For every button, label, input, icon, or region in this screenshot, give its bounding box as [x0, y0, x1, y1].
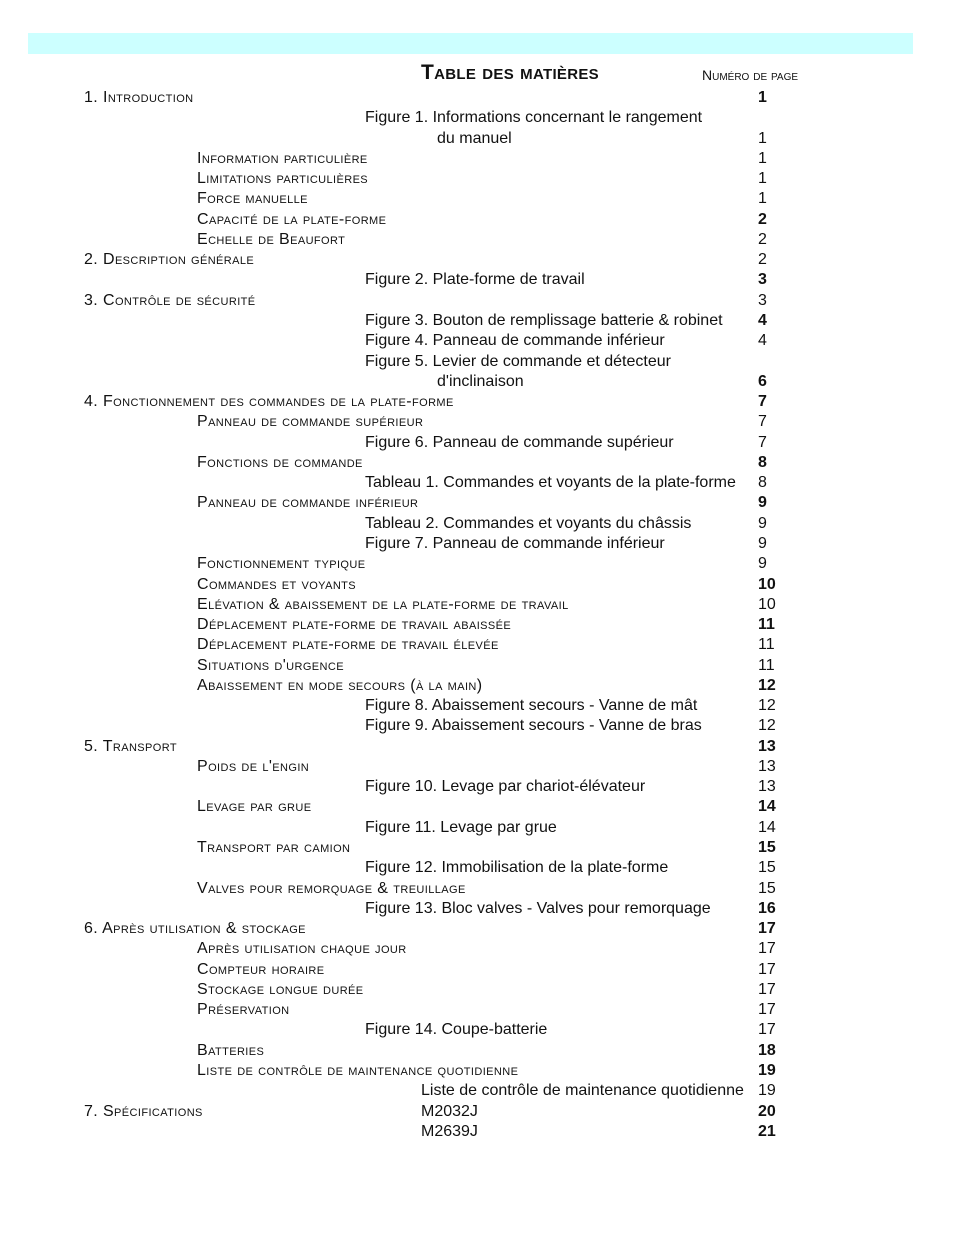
toc-entry-page-number: 1: [758, 170, 767, 188]
toc-entry[interactable]: [0, 312, 954, 332]
toc-entry-label: Déplacement plate-forme de travail élevée: [197, 636, 499, 654]
toc-entry-label: Figure 14. Coupe-batterie: [365, 1021, 548, 1039]
toc-entry-page-number: 6: [758, 372, 767, 390]
toc-entry[interactable]: [0, 1042, 954, 1062]
toc-entry-page-number: 17: [758, 960, 776, 978]
toc-entry[interactable]: [0, 535, 954, 555]
toc-entry-page-number: 1: [758, 190, 767, 208]
toc-entry-page-number: 17: [758, 1001, 776, 1019]
toc-entry-label: Figure 1. Informations concernant le rangement: [365, 109, 703, 127]
toc-entry-page-number: 11: [758, 616, 775, 633]
toc-entry-page-number: 12: [758, 676, 776, 694]
toc-entry-page-number: 9: [758, 514, 767, 532]
toc-entry[interactable]: [0, 109, 954, 129]
toc-entry-page-number: 14: [758, 798, 776, 816]
toc-entry-page-number: 19: [758, 1082, 776, 1100]
toc-entry-label: 3. Contrôle de sécurité: [84, 291, 256, 309]
toc-entry[interactable]: [0, 596, 954, 616]
toc-entry-label: Force manuelle: [197, 190, 308, 208]
toc-entry[interactable]: [0, 434, 954, 454]
toc-entry[interactable]: [0, 738, 954, 758]
toc-entry-label: Abaissement en mode secours (à la main): [197, 676, 483, 694]
toc-entry-page-number: 3: [758, 291, 767, 309]
toc-entry-page-number: 2: [758, 251, 767, 269]
toc-entry-label: Fonctionnement typique: [197, 555, 366, 573]
toc-entry[interactable]: [0, 474, 954, 494]
toc-entry-page-number: 10: [758, 595, 776, 613]
toc-entry-label: 4. Fonctionnement des commandes de la plate-forme: [84, 393, 454, 411]
toc-entry-page-number: 3: [758, 271, 767, 289]
toc-entry-label: Figure 13. Bloc valves - Valves pour remorquage: [365, 899, 711, 917]
toc-entry[interactable]: [0, 515, 954, 535]
toc-entry-label: 1. Introduction: [84, 89, 194, 106]
toc-entry-label: Liste de contrôle de maintenance quotidienne: [197, 1062, 519, 1079]
toc-entry[interactable]: [0, 353, 954, 373]
toc-entry-page-number: 13: [758, 757, 776, 775]
toc-entry-page-number: 4: [758, 332, 767, 350]
toc-entry-page-number: 15: [758, 839, 776, 856]
toc-entry-page-number: 2: [758, 230, 767, 248]
toc-entry-page-number: 7: [758, 413, 767, 431]
toc-entry-sublabel: M2032J: [421, 1102, 478, 1120]
toc-entry[interactable]: [0, 170, 954, 190]
toc-entry[interactable]: [0, 859, 954, 879]
toc-entry-page-number: 13: [758, 737, 776, 755]
toc-entry[interactable]: [0, 231, 954, 251]
toc-entry-page-number: 12: [758, 717, 776, 735]
toc-entry-label: Préservation: [197, 1001, 290, 1019]
toc-entry-label: Poids de l'engin: [197, 757, 310, 775]
toc-entry-page-number: 15: [758, 859, 776, 877]
header-band: [28, 33, 913, 54]
toc-entry[interactable]: [0, 413, 954, 433]
toc-entry[interactable]: [0, 961, 954, 981]
toc-entry-page-number: 7: [758, 393, 767, 411]
toc-entry[interactable]: [0, 798, 954, 818]
toc-entry-page-number: 11: [758, 636, 775, 654]
toc-entry-label: Batteries: [197, 1041, 265, 1059]
toc-entry[interactable]: [0, 657, 954, 677]
toc-entry-label: Figure 7. Panneau de commande inférieur: [365, 534, 665, 552]
toc-entry-page-number: 20: [758, 1102, 776, 1120]
toc-entry-label: Echelle de Beaufort: [197, 230, 346, 248]
toc-entry[interactable]: [0, 920, 954, 940]
toc-entry-label: 6. Après utilisation & stockage: [84, 920, 306, 938]
toc-entry-label: Transport par camion: [197, 839, 351, 856]
toc-entry-page-number: 1: [758, 89, 767, 106]
toc-entry-page-number: 17: [758, 940, 776, 958]
toc-entry-label: Elévation & abaissement de la plate-forme de travail: [197, 595, 569, 613]
toc-entry-label: Tableau 2. Commandes et voyants du châssis: [365, 514, 692, 532]
toc-entry-label: Figure 12. Immobilisation de la plate-forme: [365, 859, 669, 877]
toc-entry-page-number: 16: [758, 899, 776, 917]
page-number-column-header: Numéro de page: [702, 67, 799, 83]
toc-entry-page-number: 15: [758, 879, 776, 897]
toc-entry-page-number: 8: [758, 474, 767, 492]
toc-entry[interactable]: [0, 677, 954, 697]
toc-entry[interactable]: [0, 1103, 954, 1123]
toc-entry-page-number: 17: [758, 980, 776, 998]
toc-entry[interactable]: [0, 393, 954, 413]
toc-entry[interactable]: [0, 190, 954, 210]
toc-entry-label: Information particulière: [197, 149, 368, 167]
toc-entry[interactable]: [0, 778, 954, 798]
toc-entry[interactable]: [0, 981, 954, 1001]
toc-entry-label: Fonctions de commande: [197, 453, 363, 471]
toc-entry-label: du manuel: [437, 129, 512, 147]
toc-entry-label: Valves pour remorquage & treuillage: [197, 879, 466, 897]
toc-entry[interactable]: [0, 576, 954, 596]
toc-entry[interactable]: [0, 494, 954, 514]
toc-entry-label: Figure 10. Levage par chariot-élévateur: [365, 778, 646, 796]
toc-entry-label: M2639J: [421, 1122, 478, 1140]
toc-entry-page-number: 14: [758, 818, 776, 836]
toc-entry-label: Limitations particulières: [197, 170, 369, 188]
toc-entry-page-number: 13: [758, 778, 776, 796]
toc-entry[interactable]: [0, 940, 954, 960]
toc-entry-label: d'inclinaison: [437, 372, 524, 390]
toc-entry-label: Panneau de commande inférieur: [197, 494, 419, 512]
toc-entry-page-number: 9: [758, 534, 767, 552]
toc-entry-page-number: 1: [758, 149, 767, 167]
toc-entry-page-number: 1: [758, 129, 767, 147]
toc-entry-label: Situations d'urgence: [197, 656, 344, 674]
toc-entry-label: Figure 5. Levier de commande et détecteur: [365, 352, 671, 370]
toc-entry[interactable]: [0, 616, 954, 636]
toc-entry[interactable]: [0, 1123, 954, 1143]
toc-entry[interactable]: [0, 636, 954, 656]
toc-entry[interactable]: [0, 271, 954, 291]
toc-entry-label: Figure 8. Abaissement secours - Vanne de mât: [365, 697, 698, 715]
toc-entry-page-number: 17: [758, 920, 776, 938]
toc-entry-label: Capacité de la plate-forme: [197, 210, 387, 228]
toc-entry-page-number: 11: [758, 656, 775, 674]
toc-entry-label: Compteur horaire: [197, 960, 325, 978]
toc-entry[interactable]: [0, 839, 954, 859]
toc-entry-label: Figure 4. Panneau de commande inférieur: [365, 332, 665, 350]
toc-entry[interactable]: [0, 880, 954, 900]
toc-entry-page-number: 18: [758, 1041, 776, 1059]
toc-entry-page-number: 8: [758, 453, 767, 471]
toc-entry-label: Commandes et voyants: [197, 575, 357, 593]
toc-entry-page-number: 19: [758, 1062, 776, 1079]
toc-entry[interactable]: [0, 150, 954, 170]
toc-entry-page-number: 7: [758, 433, 767, 451]
toc-entry-page-number: 2: [758, 210, 767, 228]
toc-entry-label: Figure 3. Bouton de remplissage batterie & robinet: [365, 312, 723, 329]
toc-entry-label: Après utilisation chaque jour: [197, 940, 407, 958]
toc-entry[interactable]: [0, 1021, 954, 1041]
toc-entry[interactable]: [0, 130, 954, 150]
toc-entry-page-number: 12: [758, 697, 776, 715]
toc-entry[interactable]: [0, 555, 954, 575]
toc-entry[interactable]: [0, 758, 954, 778]
toc-entry-page-number: 9: [758, 494, 767, 512]
toc-entry-page-number: 9: [758, 555, 767, 573]
toc-entry-page-number: 17: [758, 1021, 776, 1039]
page-title: Table des matières: [421, 61, 599, 84]
toc-entry[interactable]: [0, 211, 954, 231]
toc-entry-label: Figure 6. Panneau de commande supérieur: [365, 433, 674, 451]
toc-entry-label: 7. Spécifications: [84, 1102, 203, 1120]
toc-entry-label: Levage par grue: [197, 798, 312, 816]
toc-entry-label: Déplacement plate-forme de travail abaissée: [197, 616, 512, 633]
toc-entry-label: Tableau 1. Commandes et voyants de la plate-forme: [365, 474, 736, 492]
toc-entry[interactable]: [0, 292, 954, 312]
toc-entry[interactable]: [0, 900, 954, 920]
toc-entry-page-number: 10: [758, 575, 776, 593]
toc-entry-page-number: 4: [758, 312, 767, 329]
toc-entry[interactable]: [0, 819, 954, 839]
toc-entry-label: 5. Transport: [84, 737, 177, 755]
toc-entry-label: Figure 11. Levage par grue: [365, 818, 557, 836]
toc-entry-label: Liste de contrôle de maintenance quotidienne: [421, 1082, 744, 1100]
toc-entry-label: 2. Description générale: [84, 251, 255, 269]
toc-entry[interactable]: [0, 697, 954, 717]
toc-entry-label: Figure 2. Plate-forme de travail: [365, 271, 585, 289]
toc-entry[interactable]: [0, 1082, 954, 1102]
toc-entry[interactable]: [0, 717, 954, 737]
toc-entry[interactable]: [0, 1062, 954, 1082]
toc-entry[interactable]: [0, 1001, 954, 1021]
toc-entry[interactable]: [0, 373, 954, 393]
toc-entry-label: Panneau de commande supérieur: [197, 413, 424, 431]
toc-entry[interactable]: [0, 454, 954, 474]
toc-entry-page-number: 21: [758, 1122, 776, 1140]
toc-entry-label: Figure 9. Abaissement secours - Vanne de bras: [365, 717, 702, 735]
toc-entry[interactable]: [0, 89, 954, 109]
toc-entry[interactable]: [0, 332, 954, 352]
toc-entry[interactable]: [0, 251, 954, 271]
toc-entry-label: Stockage longue durée: [197, 980, 364, 998]
